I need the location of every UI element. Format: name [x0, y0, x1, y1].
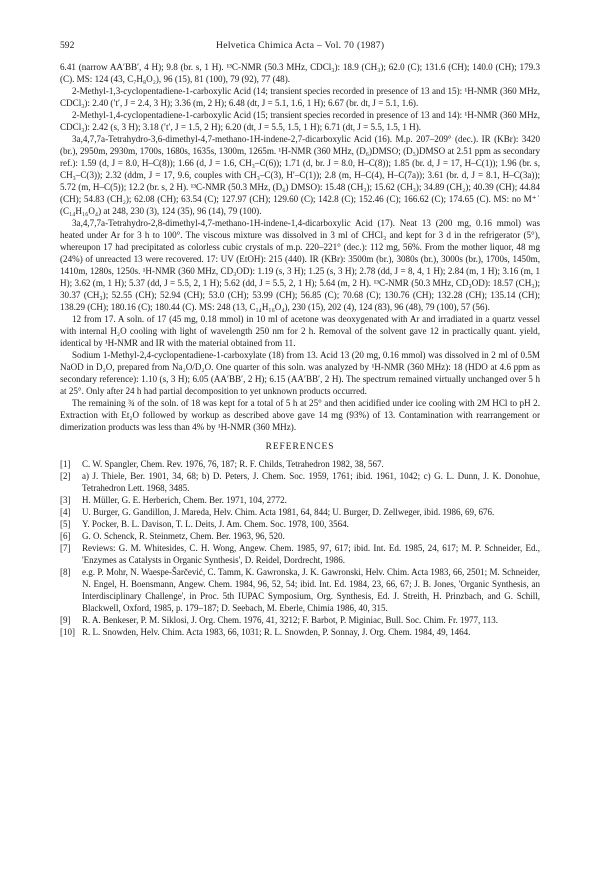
reference-item — [60, 458, 540, 470]
reference-item — [60, 542, 540, 566]
reference-number: [3] — [60, 495, 71, 505]
reference-text: a) J. Thiele, Ber. 1901, 34, 68; b) D. Peters, J. Chem. Soc. 1959, 1761; ibid. 1961, 1042; c) G. L. Dunn, J. K. Donohue, Tetrahedron Lett. 1968, 3485. — [82, 471, 540, 493]
reference-item — [60, 566, 540, 614]
paragraph: 3a,4,7,7a-Tetrahydro-3,6-dimethyl-4,7-methano-1H-indene-2,7-dicarboxylic Acid (16). M.p. 207–209° (dec.). IR (KBr): 3420 (br.), 2950m, 2930m, 1700s, 1680s, 1635s, 1300m, 1265m. ¹H-NMR (360 MHz, (D₆)DMSO; (D₅)DMSO at 2.51 ppm as secondary ref.): 1.59 (d, J = 8.0, H–C(8)); 1.66 (d, J = 1.6, CH₃–C(6)); 1.71 (d, br. J = 8.0, H–C(8)); 1.85 (br. d, J = 17, H–C(1)); 1.96 (br. s, CH₃–C(3)); 2.32 (ddm, J = 17, 9.6, couples with CH₃–C(3), H′–C(1)); 2.8 (m, H–C(4), H–C(7a)); 3.61 (br. d, J = 8.1, H–C(3a)); 5.72 (m, H–C(5)); 12.2 (br. s, 2 H). ¹³C-NMR (50.3 MHz, (D₆) DMSO): 15.48 (CH₃); 15.62 (CH₃); 34.89 (CH₂); 40.39 (CH); 44.84 (CH); 54.83 (CH₂); 62.08 (CH); 63.54 (C); 127.97 (CH); 129.60 (C); 142.8 (C); 152.46 (C); 166.62 (C); 174.65 (C). MS: no M⁺˙ (C₁₄H₁₆O₄) at 248, 230 (3), 124 (35), 96 (14), 79 (100). — [60, 134, 540, 216]
paragraph: 2-Methyl-1,4-cyclopentadiene-1-carboxylic Acid (15; transient species recorded in presence of 13 and 14): ¹H-NMR (360 MHz, CDCl₃): 2.42 (s, 3 H); 3.18 (′t′, J = 1.5, 2 H); 6.20 (dt, J = 5.5, 1.5, 1 H); 6.71 (dt, J = 5.5, 1.5, 1 H). — [60, 110, 540, 132]
references-heading: REFERENCES — [265, 442, 335, 452]
reference-number: [8] — [60, 567, 71, 577]
reference-text: H. Müller, G. E. Herberich, Chem. Ber. 1971, 104, 2772. — [82, 495, 287, 505]
reference-number: [1] — [60, 459, 71, 469]
paragraph: 2-Methyl-1,3-cyclopentadiene-1-carboxylic Acid (14; transient species recorded in presence of 13 and 15): ¹H-NMR (360 MHz, CDCl₃): 2.40 (′t′, J = 2.4, 3 H); 3.36 (m, 2 H); 6.48 (dt, J = 5.1, 1.6, 1 H); 6.67 (br. dt, J = 5.1, 1.6). — [60, 86, 540, 108]
running-header — [60, 40, 540, 51]
reference-number: [10] — [60, 627, 75, 637]
reference-number: [7] — [60, 543, 71, 553]
reference-text: G. O. Schenck, R. Steinmetz, Chem. Ber. 1963, 96, 520. — [82, 531, 285, 541]
page-number: 592 — [60, 40, 75, 51]
reference-text: C. W. Spangler, Chem. Rev. 1976, 76, 187; R. F. Childs, Tetrahedron 1982, 38, 567. — [82, 459, 384, 469]
reference-item — [60, 614, 540, 626]
journal-title: Helvetica Chimica Acta – Vol. 70 (1987) — [216, 40, 385, 51]
paragraph: 3a,4,7,7a-Tetrahydro-2,8-dimethyl-4,7-methano-1H-indene-1,4-dicarboxylic Acid (17). Neat 13 (200 mg, 0.16 mmol) was heated under Ar for 3 h to 100°. The viscous mixture was dissolved in 3 ml of CHCl₃ and kept for 3 d in the refrigerator (5°), whereupon 17 had precipitated as colorless cubic crystals of m.p. 220–221° (dec.): 112 mg, 56%. From the mother liquor, 48 mg (24%) of unreacted 13 were recovered. 17: UV (EtOH): 215 (440). IR (KBr): 3500m (br.), 3080s (br.), 3000s (br.), 1700s, 1450m, 1410m, 1280s, 1250s. ¹H-NMR (360 MHz, CD₃OD): 1.19 (s, 3 H); 1.25 (s, 3 H); 2.78 (dd, J = 8, 4, 1 H); 2.84 (m, 1 H); 3.16 (m, 1 H); 3.62 (m, 1 H); 5.37 (dd, J = 5.5, 2, 1 H); 5.62 (dd, J = 5.5, 2, 1 H); 5.64 (m, 2 H). ¹³C-NMR (50.3 MHz, CD₃OD): 18.57 (CH₃); 30.37 (CH₃); 52.55 (CH); 52.94 (CH); 53.0 (CH); 53.99 (CH); 56.85 (C); 70.68 (C); 130.76 (CH); 132.28 (CH); 135.14 (CH); 138.29 (CH); 180.16 (C); 180.44 (C). MS: 248 (13, C₁₄H₁₆O₄), 230 (15), 202 (4), 124 (83), 96 (48), 79 (100), 57 (56). — [60, 218, 540, 312]
reference-item — [60, 470, 540, 494]
reference-list — [60, 458, 540, 638]
reference-number: [5] — [60, 519, 71, 529]
reference-item — [60, 530, 540, 542]
reference-item — [60, 626, 540, 638]
reference-number: [6] — [60, 531, 71, 541]
paragraph: 12 from 17. A soln. of 17 (45 mg, 0.18 mmol) in 10 ml of acetone was deoxygenated with Ar and irradiated in a quartz vessel with internal H₂O cooling with light of wavelength 250 nm for 2 h. Removal of the solvent gave 12 in practically quant. yield, identical by ¹H-NMR and IR with the material obtained from 11. — [60, 314, 540, 348]
reference-item — [60, 506, 540, 518]
reference-text: e.g. P. Mohr, N. Waespe-Šarčević, C. Tamm, K. Gawronska, J. K. Gawronski, Helv. Chim. Acta 1983, 66, 2501; M. Schneider, N. Engel, H. Boensmann, Angew. Chem. 1984, 96, 52, 54; ibid. Int. Ed. 1984, 23, 66, 67; J. B. Jones, 'Organic Synthesis, an Interdisciplinary Challenge', in Proc. 5th IUPAC Symposium, Org. Synthesis, Ed. J. Streith, H. Prinzbach, and G. Schill, Blackwell, Oxford, 1985, p. 179–187; D. Seebach, M. Eberle, Chimia 1986, 40, 315. — [82, 567, 540, 613]
reference-text: R. L. Snowden, Helv. Chim. Acta 1983, 66, 1031; R. L. Snowden, P. Sonnay, J. Org. Chem. 1984, 49, 1464. — [82, 627, 471, 637]
reference-item — [60, 494, 540, 506]
experimental-text — [60, 61, 540, 433]
reference-item — [60, 518, 540, 530]
paragraph: The remaining ¾ of the soln. of 18 was kept for a total of 5 h at 25° and then acidified under ice cooling with 2M HCl to pH 2. Extraction with Et₂O followed by workup as described above gave 14 mg (93%) of 13. Contamination with rearrangement or dimerization products was less than 4% by ¹H-NMR (360 MHz). — [60, 398, 540, 432]
reference-number: [9] — [60, 615, 71, 625]
reference-number: [4] — [60, 507, 71, 517]
reference-number: [2] — [60, 471, 71, 481]
paragraph: Sodium 1-Methyl-2,4-cyclopentadiene-1-carboxylate (18) from 13. Acid 13 (20 mg, 0.16 mmol) was dissolved in 2 ml of 0.5M NaOD in D₂O, prepared from Na₂O/D₂O. One quarter of this soln. was analyzed by ¹H-NMR (360 MHz): 18 (HDO at 4.6 ppm as secondary reference): 1.10 (s, 3 H); 6.05 (AA′BB′, 2 H); 6.15 (AA′BB′, 2 H). The spectrum remained virtually unchanged over 5 h at 25°. Only after 24 h had partial decomposition to yet unknown products occurred. — [60, 350, 540, 396]
reference-text: U. Burger, G. Gandillon, J. Mareda, Helv. Chim. Acta 1981, 64, 844; U. Burger, D. Zellweger, ibid. 1986, 69, 676. — [82, 507, 495, 517]
reference-text: Reviews: G. M. Whitesides, C. H. Wong, Angew. Chem. 1985, 97, 617; ibid. Int. Ed. 1985, 24, 617; M. P. Schneider, Ed., 'Enzymes as Catalysts in Organic Synthesis', D. Reidel, Dordrecht, 1986. — [82, 543, 540, 565]
reference-text: R. A. Benkeser, P. M. Siklosi, J. Org. Chem. 1976, 41, 3212; F. Barbot, P. Miginiac, Bull. Soc. Chim. Fr. 1977, 113. — [82, 615, 498, 625]
paragraph: 6.41 (narrow AA′BB′, 4 H); 9.8 (br. s, 1 H). ¹³C-NMR (50.3 MHz, CDCl₃): 18.9 (CH₃); 62.0 (C); 131.6 (CH); 140.0 (CH); 179.3 (C). MS: 124 (43, C₇H₈O₂), 96 (15), 81 (100), 79 (92), 77 (48). — [60, 62, 540, 84]
reference-text: Y. Pocker, B. L. Davison, T. L. Deits, J. Am. Chem. Soc. 1978, 100, 3564. — [82, 519, 349, 529]
journal-page — [60, 40, 540, 638]
